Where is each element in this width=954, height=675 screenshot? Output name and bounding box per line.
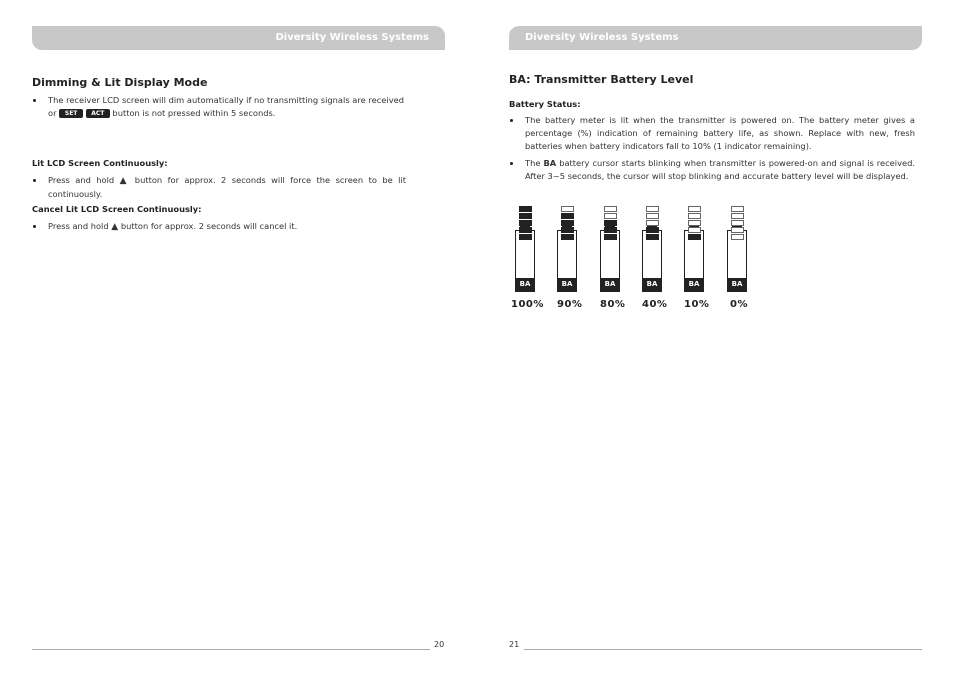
battery-segment xyxy=(731,234,744,240)
up-triangle-icon: ▲ xyxy=(111,222,119,232)
battery-segment xyxy=(731,206,744,212)
left-page-number: 20 xyxy=(434,640,445,649)
battery-segment xyxy=(688,213,701,219)
right-page-number: 21 xyxy=(509,640,520,649)
battery-percent-label: 0% xyxy=(730,299,748,310)
battery-percent-label: 10% xyxy=(684,299,710,310)
battery-icon xyxy=(727,226,747,292)
ba-term: BA xyxy=(543,158,557,168)
battery-label: BA xyxy=(728,278,746,291)
battery-bullet-1: The battery meter is lit when the transmitter is powered on. The battery meter gives a percentage (%) indication of remaining battery life, as shown. Replace with new, fresh batteries when battery indicators fall to 10% (1 indicator remaining). xyxy=(525,115,915,151)
battery-bullet-2-text-end: battery cursor starts blinking when transmitter is powered-on and signal is received. After 3~5 seconds, the cursor will stop blinking and accurate battery level will be displayed. xyxy=(525,158,915,181)
battery-segment xyxy=(519,234,532,240)
battery-segment xyxy=(519,227,532,233)
battery-segment xyxy=(604,213,617,219)
battery-icon xyxy=(642,226,662,292)
battery-segment xyxy=(688,220,701,226)
battery-segment xyxy=(688,234,701,240)
battery-segment xyxy=(604,220,617,226)
battery-segment xyxy=(646,206,659,212)
battery-segment xyxy=(731,220,744,226)
battery-icon xyxy=(515,226,535,292)
battery-section-title: BA: Transmitter Battery Level xyxy=(509,73,694,86)
cancel-bullet-text-end: button for approx. 2 seconds will cancel it. xyxy=(120,221,298,231)
battery-percent-label: 100% xyxy=(511,299,544,310)
battery-segment xyxy=(519,206,532,212)
set-key-icon: SET xyxy=(59,109,83,118)
cancel-bullet-text: Press and hold xyxy=(48,221,109,231)
battery-body xyxy=(727,230,747,292)
battery-bullet-2 xyxy=(525,157,915,183)
battery-status-heading: Battery Status: xyxy=(509,99,581,109)
battery-segment xyxy=(646,213,659,219)
battery-icon xyxy=(557,226,577,292)
right-page-header xyxy=(509,26,922,50)
battery-segment xyxy=(561,234,574,240)
battery-label: BA xyxy=(558,278,576,291)
battery-segment xyxy=(688,206,701,212)
battery-segment xyxy=(731,213,744,219)
cancel-heading: Cancel Lit LCD Screen Continuously: xyxy=(32,204,202,214)
dimming-intro-text: The receiver LCD screen will dim automatically if no transmitting signals are received or xyxy=(48,95,404,118)
up-triangle-icon: ▲ xyxy=(119,176,130,186)
battery-segment xyxy=(561,206,574,212)
battery-icon xyxy=(684,226,704,292)
lit-bullet xyxy=(48,174,406,201)
battery-icon xyxy=(600,226,620,292)
dimming-intro-bullet xyxy=(48,94,404,120)
right-footer-rule xyxy=(524,649,922,650)
battery-body xyxy=(557,230,577,292)
battery-segment xyxy=(604,234,617,240)
act-key-icon: ACT xyxy=(86,109,110,118)
lit-bullet-text: Press and hold xyxy=(48,175,115,185)
battery-segment xyxy=(646,227,659,233)
battery-segment xyxy=(519,220,532,226)
battery-segment xyxy=(561,213,574,219)
battery-bullet-2-text: The xyxy=(525,158,541,168)
battery-body xyxy=(515,230,535,292)
battery-percent-label: 80% xyxy=(600,299,626,310)
battery-body xyxy=(642,230,662,292)
battery-label: BA xyxy=(516,278,534,291)
battery-segment xyxy=(604,206,617,212)
battery-segment xyxy=(604,227,617,233)
lit-heading: Lit LCD Screen Continuously: xyxy=(32,158,168,168)
battery-segment xyxy=(646,234,659,240)
lit-bullet-text-end: button for approx. 2 seconds will force the screen to be lit continuously. xyxy=(48,175,407,199)
battery-segment xyxy=(646,220,659,226)
battery-label: BA xyxy=(601,278,619,291)
battery-body xyxy=(684,230,704,292)
battery-percent-label: 40% xyxy=(642,299,668,310)
left-footer-rule xyxy=(32,649,430,650)
battery-label: BA xyxy=(685,278,703,291)
battery-segment xyxy=(561,227,574,233)
battery-percent-label: 90% xyxy=(557,299,583,310)
battery-segment xyxy=(561,220,574,226)
right-header-title: Diversity Wireless Systems xyxy=(525,32,679,43)
battery-body xyxy=(600,230,620,292)
battery-segment xyxy=(731,227,744,233)
left-page-header xyxy=(32,26,445,50)
battery-segment xyxy=(519,213,532,219)
dimming-section-title: Dimming & Lit Display Mode xyxy=(32,76,208,89)
cancel-bullet xyxy=(48,220,406,234)
battery-segment xyxy=(688,227,701,233)
battery-label: BA xyxy=(643,278,661,291)
dimming-intro-text-end: button is not pressed within 5 seconds. xyxy=(112,108,276,118)
left-header-title: Diversity Wireless Systems xyxy=(275,32,429,43)
